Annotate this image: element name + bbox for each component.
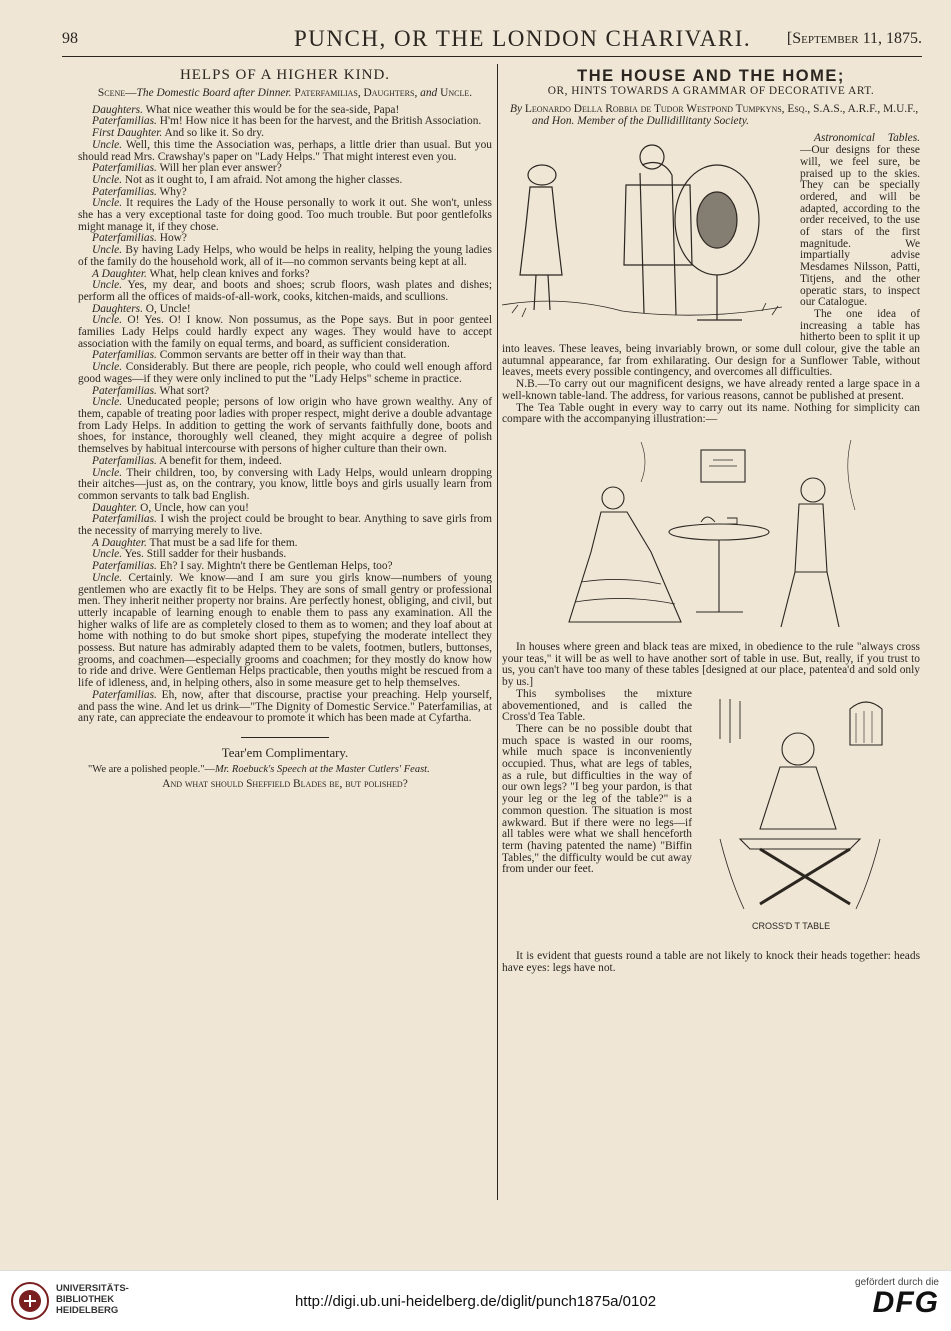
paragraph-leaves: The one idea of increasing a table has hitherto been to split it up into leaves. These leaves, being invariably brown, or some dull colour, give the table an autumnal appearance, far from exhilarating. Our design for a Sunflower Table, without leaves, meets every possible contingency, and overcomes all difficulties. bbox=[502, 307, 920, 379]
dialogue-line bbox=[78, 280, 492, 303]
speaker-name: Daughters. bbox=[92, 103, 143, 116]
dialogue-line bbox=[78, 315, 492, 350]
speech-text: And so like it. So dry. bbox=[162, 127, 265, 140]
closing-line: And what should Sheffield Blades be, but polished? bbox=[162, 778, 408, 791]
speaker-name: Uncle. bbox=[92, 548, 123, 561]
tea-table-illustration bbox=[551, 432, 871, 638]
speech-text: I wish the project could be brought to bear. Anything to save girls from the necessity of marrying merely to live. bbox=[78, 513, 492, 538]
speaker-name: A Daughter. bbox=[92, 267, 147, 280]
speaker-name: Paterfamilias. bbox=[92, 232, 157, 245]
dialogue-line bbox=[78, 468, 492, 503]
speech-text: How? bbox=[156, 232, 187, 245]
page-number: 98 bbox=[62, 30, 78, 47]
speech-text: It requires the Lady of the House personally to work it out. She won't, unless she has a very exceptional taste for doing good. Too much trouble. But poor gentlefolks might manage it, if they chose. bbox=[78, 197, 492, 233]
speaker-name: Uncle. bbox=[92, 396, 123, 409]
speaker-name: Uncle. bbox=[92, 279, 123, 292]
paragraph-tea-table: The Tea Table ought in every way to carry out its name. Nothing for simplicity can compare with the accompanying illustration:— bbox=[502, 401, 920, 426]
crossd-tea-table-illustration bbox=[700, 689, 920, 949]
speech-text: Their children, too, by conversing with Lady Helps, would unlearn dropping their aitches—just as, on the contrary, you know, little boys and girls usually learn from common servants to talk bad English. bbox=[78, 466, 492, 502]
speech-text: O! Yes. O! I know. Non possumus, as the Pope says. But in poor genteel families Lady Helps could hardly expect any wages. They would have to accept association with the family on equal terms, and board, as sufficient consideration. bbox=[78, 314, 492, 350]
speech-text: Why? bbox=[156, 185, 187, 198]
speaker-name: Paterfamilias. bbox=[92, 349, 157, 362]
paragraph-nb: N.B.—To carry out our magnificent designs, we have already rented a large space in a well-known table-land. The address, for various reasons, cannot be published at present. bbox=[502, 378, 920, 402]
dialogue-line bbox=[78, 245, 492, 268]
right-column: THE HOUSE AND THE HOME; OR, HINTS TOWARDS A GRAMMAR OF DECORATIVE ART. By Leonardo Della Robbia de Tudor Westpond Tumpkyns, Esq., S.A.S., A.R.F., M.U.F., and Hon. Member of the Dullidillitanty Society. Astronomical Tables.—Our designs for these will, we feel sure, be praised up to the skies. They can be specially ordered, and will be adapted, according to the order received, to the use of stars of the first magnitude. We impartially advise Mesdames Nilsson, Patti, Titjens, and the other operatic stars, to inspect our Catalogue. The one idea of increasing a table has hitherto been to split it up into leaves. These leaves, being invariably brown, or some dull colour, give the table an autumnal appearance, far from exhilarating. Our design for a Sunflower Table, without leaves, meets every possible contingency, and overcomes all difficulties. N.B.—To carry out our magnificent designs, we have already rented a large space in a well-known table-land. The address, for various reasons, cannot be published at present. The Tea Table ought in every way to carry out its name. Nothing for simplicity can compare with the accompanying illustration:— In houses where green and black teas are mixed, in obedience to the rule "always cross your teas," it will be as well to have another sort of table in use. But, really, if you trust to us, you can't have too many of these tables [designed at our place, patentea'd and sold only by us.] CROSS'D T TABLE This symbolises the mixture abovementioned, and is called the Cross'd Tea Table. There can be no possible doubt that much space is wasted in our rooms, while much space is inconveniently occupied. Thus, what are legs of tables, as a rule, but difficulties in the way of our own legs? "I beg your pardon, is that your leg or the leg of the table?" is a common question. The situation is most awkward. But if there were no legs—if all tables were what we shall henceforth term (having patented the name) "Biffin Tables," the difficulty would be cut away from under our feet. It is evident that guests round a table are not likely to knock their heads together: heads have eyes: legs have not. bbox=[502, 67, 920, 974]
dialogue-line bbox=[78, 198, 492, 233]
dialogue-line bbox=[78, 514, 492, 537]
page-header bbox=[62, 26, 922, 57]
masthead: PUNCH, OR THE LONDON CHARIVARI. bbox=[294, 26, 752, 51]
speaker-name: Paterfamilias. bbox=[92, 384, 157, 397]
dialogue-line bbox=[78, 362, 492, 385]
speaker-name: Uncle. bbox=[92, 173, 123, 186]
speech-text: H'm! How nice it has been for the harvest, and the British Association. bbox=[156, 115, 482, 128]
speech-text: Considerably. But there are people, rich people, who could well enough afford good wages—if they were only inclined to put the "Lady Helps" scheme in practice. bbox=[78, 361, 492, 385]
speech-text: O, Uncle! bbox=[142, 302, 191, 315]
sunflower-table-illustration bbox=[502, 135, 792, 335]
funding-notice[interactable]: gefördert durch die DFG bbox=[855, 1277, 939, 1319]
speaker-name: Uncle. bbox=[92, 571, 123, 584]
speech-text: That must be a sad life for them. bbox=[146, 536, 298, 549]
left-column bbox=[78, 68, 492, 791]
speaker-name: Paterfamilias. bbox=[92, 454, 157, 467]
speech-text: Well, this time the Association was, perhaps, a little drier than usual. But you should read Mrs. Crawshay's paper on "Lady Helps." That might interest even you. bbox=[78, 138, 492, 163]
speech-text: Eh, now, after that discourse, practise your preaching. Help yourself, and pass the wine. And let us drink—"The Dignity of Domestic Service." Paterfamilias, at any rate, can appreciate the endeavour to promote it which has been made at Cyfartha. bbox=[78, 688, 492, 725]
scene-heading: Scene—The Domestic Board after Dinner. Paterfamilias, Daughters, and Uncle. bbox=[97, 86, 473, 99]
speaker-name: Paterfamilias. bbox=[92, 513, 157, 526]
speaker-name: Paterfamilias. bbox=[92, 185, 157, 198]
speaker-name: A Daughter. bbox=[92, 536, 147, 549]
speaker-name: Uncle. bbox=[92, 197, 123, 210]
roebuck-quote: "We are a polished people."—Mr. Roebuck's Speech at the Master Cutlers' Feast. bbox=[88, 763, 430, 775]
library-logo[interactable]: UNIVERSITÄTS- BIBLIOTHEK HEIDELBERG bbox=[10, 1281, 160, 1323]
speaker-name: Daughter. bbox=[92, 501, 138, 514]
speaker-name: Uncle. bbox=[92, 361, 123, 374]
article-title-house: THE HOUSE AND THE HOME; bbox=[577, 67, 845, 85]
speaker-name: Paterfamilias. bbox=[92, 688, 157, 701]
speech-text: Not as it ought to, I am afraid. Not among the higher classes. bbox=[122, 173, 403, 186]
dialogue bbox=[78, 105, 492, 725]
speaker-name: Daughters. bbox=[92, 302, 143, 315]
speech-text: By having Lady Helps, who would be helps in reality, helping the young ladies of the family do the household work, all of it—no common servants being kept at all. bbox=[78, 244, 492, 268]
speech-text: O, Uncle, how can you! bbox=[137, 501, 249, 514]
dialogue-line bbox=[78, 397, 492, 456]
section-divider bbox=[241, 737, 329, 738]
viewer-footer bbox=[0, 1270, 951, 1331]
paragraph-cross-teas: In houses where green and black teas are mixed, in obedience to the rule "always cross your teas," it will be as well to have another sort of table in use. But, really, if you trust to us, you can't have too many of these tables [designed at our place, patentea'd and sold only by us.] bbox=[502, 640, 920, 689]
speech-text: Certainly. We know—and I am sure you girls know—numbers of young gentlemen who are exactly fit to be Helps. They are sons of small gentry or professional men. They inherit neither property nor brains. Are perfectly honest, obliging, and civil, but utterly incapable of learning enough to enable them to pass any examination. All the higher walks of life are as completely closed to them as to women; and they loaf about at home with nothing to do but smoke short pipes, stupefying the moderate intellect they possess. But nature has admirably adapted them to be valets, footmen, butlers, buttonses, grooms, and coachmen—especially grooms and coachmen; for they mostly do know how to ride and drive. Were Gentleman Helps practicable, then youths might be rescued from a life of idleness, and, in helping others, also in some measure get to help themselves. bbox=[78, 571, 492, 690]
dialogue-line bbox=[78, 140, 492, 163]
speech-text: What nice weather this would be for the sea-side, Papa! bbox=[142, 103, 400, 116]
byline: By Leonardo Della Robbia de Tudor Westpond Tumpkyns, Esq., S.A.S., A.R.F., M.U.F., and Hon. Member of the Dullidillitanty Society. bbox=[510, 103, 919, 128]
paragraph-biffin: There can be no possible doubt that much space is wasted in our rooms, while much space is inconveniently occupied. Thus, what are legs of tables, as a rule, but difficulties in the way of our own legs? "I beg your pardon, is that your leg or the leg of the table?" is a common question. The situation is most awkward. But if there were no legs—if all tables were what we shall henceforth term (having patented the name) "Biffin Tables," the difficulty would be cut away from under our feet. bbox=[502, 722, 692, 876]
speaker-name: Paterfamilias. bbox=[92, 115, 157, 128]
speech-text: What, help clean knives and forks? bbox=[146, 267, 310, 280]
speaker-name: Uncle. bbox=[92, 314, 123, 327]
speaker-name: Uncle. bbox=[92, 138, 123, 151]
speaker-name: First Daughter. bbox=[92, 127, 163, 140]
article-subtitle: OR, HINTS TOWARDS A GRAMMAR OF DECORATIVE ART. bbox=[547, 84, 875, 97]
permalink[interactable]: http://digi.ub.uni-heidelberg.de/diglit/punch1875a/0102 bbox=[294, 1293, 657, 1310]
article-title-helps: HELPS OF A HIGHER KIND. bbox=[179, 67, 391, 83]
paragraph-symbolises: This symbolises the mixture abovementioned, and is called the Cross'd Tea Table. bbox=[502, 687, 692, 724]
speaker-name: Paterfamilias. bbox=[92, 560, 157, 573]
column-rule bbox=[497, 64, 498, 1200]
speaker-name: Paterfamilias. bbox=[92, 162, 157, 175]
paragraph-heads: It is evident that guests round a table are not likely to knock their heads together: heads have eyes: legs have not. bbox=[502, 949, 920, 974]
speech-text: Will her plan ever answer? bbox=[156, 162, 282, 175]
speaker-name: Uncle. bbox=[92, 466, 123, 479]
speech-text: What sort? bbox=[156, 384, 210, 397]
dialogue-line bbox=[78, 690, 492, 725]
speech-text: Yes, my dear, and boots and shoes; scrub floors, wash plates and dishes; perform all the offices of maids-of-all-work, cooks, kitchen-maids, and scullions. bbox=[78, 279, 492, 303]
speech-text: Uneducated people; persons of low origin who have grown wealthy. Any of them, capable of treating poor ladies with proper respect, might derive a double advantage from Lady Helps. In addition to getting the work of servants faithfully done, boots and shoes, for instance, thoroughly well cleaned, they might acquire a degree of polish themselves by habitual intercourse with persons of higher culture than their own. bbox=[78, 396, 492, 456]
article-title-tearem: Tear'em Complimentary. bbox=[221, 745, 349, 760]
crossd-caption: CROSS'D T TABLE bbox=[752, 920, 831, 931]
speech-text: A benefit for them, indeed. bbox=[156, 454, 282, 467]
speech-text: Common servants are better off in their way than that. bbox=[156, 349, 407, 362]
speech-text: Eh? I say. Mightn't there be Gentleman Helps, too? bbox=[156, 560, 393, 573]
speaker-name: Uncle. bbox=[92, 244, 123, 257]
dfg-logo: DFG bbox=[872, 1286, 939, 1319]
speech-text: Yes. Still sadder for their husbands. bbox=[122, 548, 287, 561]
dialogue-line bbox=[78, 573, 492, 690]
issue-date: [September 11, 1875. bbox=[786, 30, 922, 47]
